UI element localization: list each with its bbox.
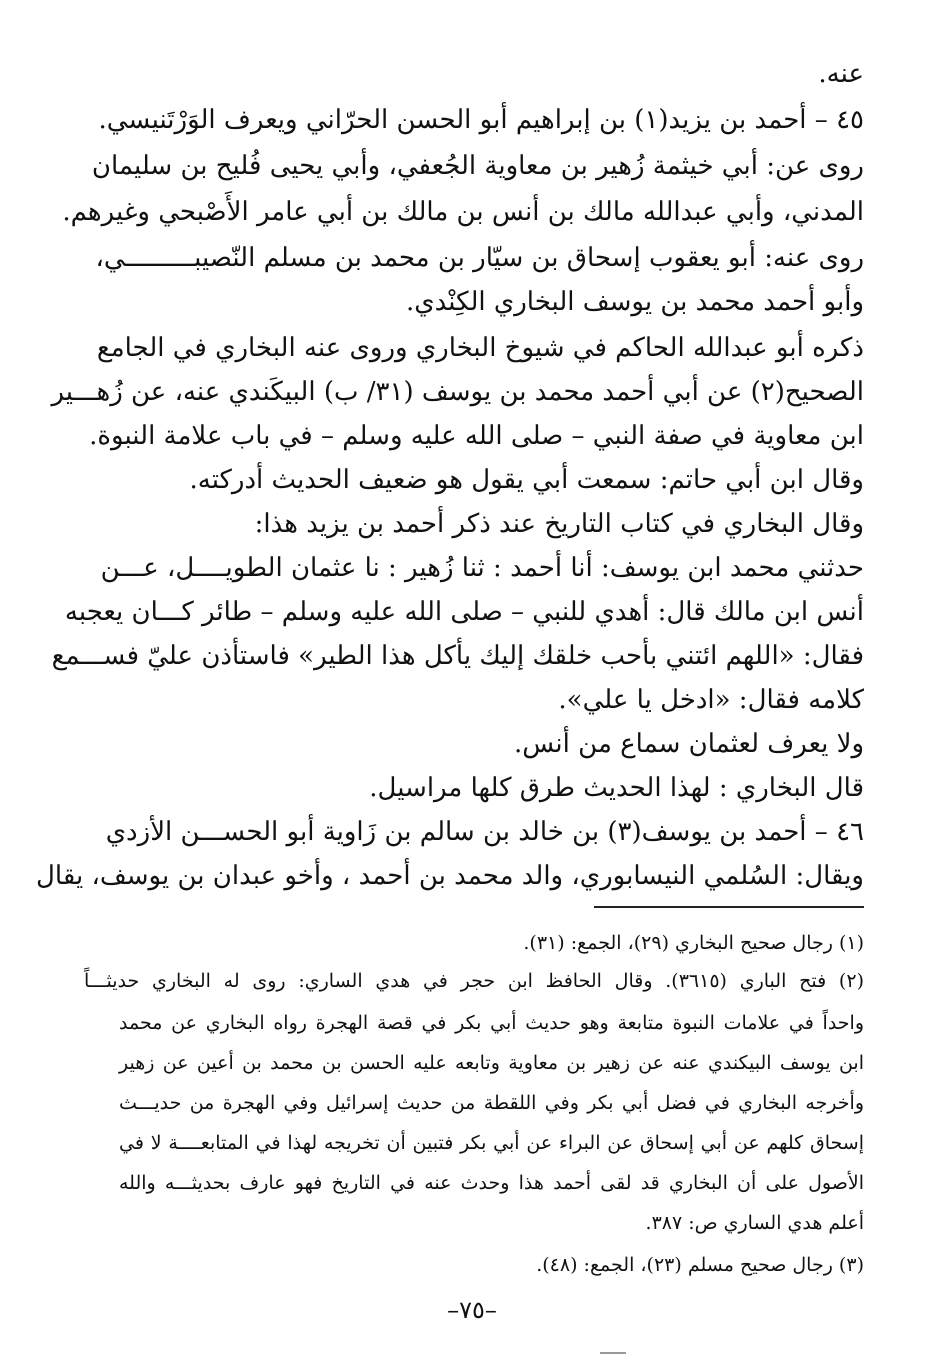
text-line-continuation: عنه. — [818, 59, 864, 89]
hadith-quote-line: كلامه فقال: «ادخل يا علي». — [558, 685, 864, 715]
entry-45-heading: ٤٥ – أحمد بن يزيد(١) بن إبراهيم أبو الحسن الحرّاني ويعرف الوَرْتَنيسي. — [98, 105, 864, 135]
footnote-separator — [594, 906, 864, 908]
text-line: أنس ابن مالك قال: أهدي للنبي – صلى الله عليه وسلم – طائر كـــان يعجبه — [64, 597, 864, 627]
footnote-2-line: إسحاق كلهم عن أبي إسحاق عن البراء عن أبي بكر فتبين أن تخريجه لهذا في المتابعــــة لا في — [119, 1132, 864, 1154]
footnote-2: (٢) فتح الباري (٣٦١٥). وقال الحافظ ابن حجر في هدي الساري: روى له البخاري حديثـــاً — [84, 970, 864, 992]
footnote-2-line: واحداً في علامات النبوة متابعة وهو حديث أبي بكر في قصة الهجرة رواه البخاري عن محمد — [119, 1012, 864, 1034]
text-line: حدثني محمد ابن يوسف: أنا أحمد : ثنا زُهير : نا عثمان الطويــــل، عـــن — [100, 553, 864, 583]
scan-speck — [600, 1352, 626, 1354]
footnote-2-line: وأخرجه البخاري في فضل أبي بكر وفي اللقطة من حديث إسرائيل وفي الهجرة من حديـــث — [119, 1092, 864, 1114]
text-line: ولا يعرف لعثمان سماع من أنس. — [514, 729, 864, 759]
footnote-1: (١) رجال صحيح البخاري (٢٩)، الجمع: (٣١). — [523, 932, 864, 954]
footnote-3: (٣) رجال صحيح مسلم (٢٣)، الجمع: (٤٨). — [536, 1254, 864, 1276]
hadith-quote-line: فقال: «اللهم ائتني بأحب خلقك إليك يأكل هذا الطير» فاستأذن عليّ فســـمع — [51, 641, 864, 671]
page-number: –٧٥– — [447, 1296, 497, 1324]
footnote-2-line: ابن يوسف البيكندي عنه عن زهير بن معاوية وتابعه عليه الحسن بن محمد بن أعين عن زهير — [119, 1052, 864, 1074]
text-line: وقال البخاري في كتاب التاريخ عند ذكر أحمد بن يزيد هذا: — [254, 509, 864, 539]
text-line: وأبو أحمد محمد بن يوسف البخاري الكِنْدي. — [405, 287, 864, 317]
text-line: الصحيح(٢) عن أبي أحمد محمد بن يوسف (٣١/ ب) البيكَندي عنه، عن زُهـــير — [51, 377, 864, 407]
footnote-2-line: الأصول على أن البخاري قد لقى أحمد هذا وحدث عنه في التاريخ فهو عارف بحديثـــه والله — [119, 1172, 864, 1194]
narrated-from-line: روى عن: أبي خيثمة زُهير بن معاوية الجُعفي، وأبي يحيى فُليح بن سليمان — [91, 151, 864, 181]
text-line: وقال ابن أبي حاتم: سمعت أبي يقول هو ضعيف الحديث أدركته. — [189, 465, 864, 495]
footnote-2-line: أعلم هدي الساري ص: ٣٨٧. — [645, 1212, 864, 1234]
text-line: قال البخاري : لهذا الحديث طرق كلها مراسيل. — [369, 773, 864, 803]
narrated-by-line: روى عنه: أبو يعقوب إسحاق بن سيّار بن محمد بن مسلم النّصيبـــــــــي، — [95, 243, 864, 273]
text-line: ابن معاوية في صفة النبي – صلى الله عليه وسلم – في باب علامة النبوة. — [89, 421, 864, 451]
text-line: المدني، وأبي عبدالله مالك بن أنس بن مالك بن أبي عامر الأَصْبحي وغيرهم. — [62, 197, 864, 227]
text-line: ذكره أبو عبدالله الحاكم في شيوخ البخاري وروى عنه البخاري في الجامع — [96, 333, 864, 363]
entry-46-heading: ٤٦ – أحمد بن يوسف(٣) بن خالد بن سالم بن زَاوية أبو الحســـن الأزدي — [105, 817, 864, 847]
text-line: ويقال: السُلمي النيسابوري، والد محمد بن أحمد ، وأخو عبدان بن يوسف، يقال — [36, 861, 864, 891]
